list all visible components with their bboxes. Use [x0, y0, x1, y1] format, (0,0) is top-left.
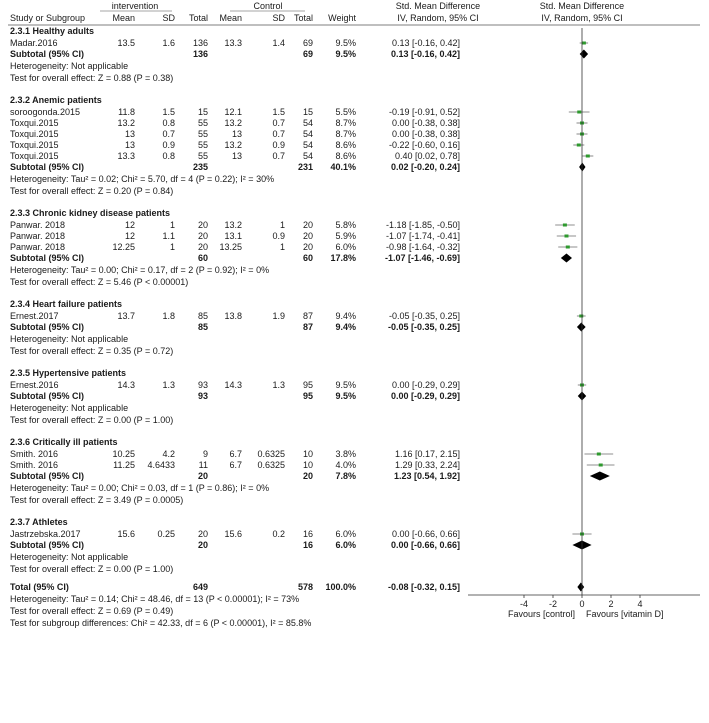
subgroup-title: 2.3.4 Heart failure patients: [10, 299, 123, 309]
header-control-total: Total: [293, 13, 313, 23]
subtotal-total-intervention: 20: [197, 471, 208, 481]
subtotal-weight: 17.8%: [330, 253, 356, 263]
study-effect-ci: -0.98 [-1.64, -0.32]: [385, 242, 460, 252]
header-effect-title: Std. Mean Difference: [395, 1, 481, 11]
study-effect-ci: 0.00 [-0.29, 0.29]: [391, 380, 460, 390]
study-point-estimate: [582, 42, 586, 45]
overall-effect-test: Test for overall effect: Z = 0.20 (P = 0.84): [10, 186, 174, 196]
study-total-control: 10: [302, 460, 313, 470]
study-total-control: 16: [302, 529, 313, 539]
study-weight: 9.4%: [335, 311, 356, 321]
study-mean-intervention: 13: [124, 140, 135, 150]
study-mean-control: 12.1: [224, 107, 242, 117]
study-sd-intervention: 4.2: [162, 449, 175, 459]
study-total-intervention: 93: [197, 380, 208, 390]
subtotal-total-intervention: 85: [197, 322, 208, 332]
study-weight: 8.7%: [335, 118, 356, 128]
study-effect-ci: -0.05 [-0.35, 0.25]: [388, 311, 460, 321]
study-name: Panwar. 2018: [10, 242, 66, 252]
header-weight: Weight: [328, 13, 356, 23]
subgroup-title: 2.3.5 Hypertensive patients: [10, 368, 127, 378]
study-total-intervention: 20: [197, 242, 208, 252]
subtotal-effect-ci: 1.23 [0.54, 1.92]: [393, 471, 460, 481]
study-weight: 8.7%: [335, 129, 356, 139]
study-mean-intervention: 11.8: [118, 107, 135, 117]
x-axis-tick-label: -2: [548, 599, 558, 609]
study-total-control: 54: [302, 140, 313, 150]
study-sd-intervention: 0.9: [162, 140, 175, 150]
subtotal-effect-ci: -1.07 [-1.46, -0.69]: [384, 253, 460, 263]
subtotal-effect-ci: 0.02 [-0.20, 0.24]: [390, 162, 460, 172]
study-mean-intervention: 13.7: [117, 311, 135, 321]
subtotal-diamond: [577, 323, 586, 332]
x-axis-tick-label: 4: [637, 599, 643, 609]
plot-area: [468, 28, 700, 619]
subtotal-total-control: 231: [297, 162, 313, 172]
study-mean-intervention: 10.25: [112, 449, 135, 459]
study-effect-ci: 0.00 [-0.38, 0.38]: [391, 129, 460, 139]
study-total-intervention: 20: [197, 231, 208, 241]
header-intervention-group: intervention: [111, 1, 159, 11]
study-name: Panwar. 2018: [10, 220, 66, 230]
study-weight: 4.0%: [335, 460, 356, 470]
header-plot-title: Std. Mean Difference: [539, 1, 625, 11]
study-sd-control: 0.6325: [257, 449, 285, 459]
header-plot-method: IV, Random, 95% CI: [541, 13, 623, 23]
study-name: Toxqui.2015: [10, 118, 59, 128]
subtotal-effect-ci: 0.00 [-0.66, 0.66]: [390, 540, 460, 550]
study-name: Ernest.2016: [10, 380, 59, 390]
study-mean-intervention: 13: [124, 129, 135, 139]
study-effect-ci: -0.19 [-0.91, 0.52]: [388, 107, 460, 117]
study-effect-ci: 1.16 [0.17, 2.15]: [394, 449, 460, 459]
study-sd-intervention: 1.8: [162, 311, 175, 321]
study-point-estimate: [586, 155, 590, 158]
subgroup-title: 2.3.6 Critically ill patients: [10, 437, 118, 447]
subtotal-total-control: 60: [302, 253, 313, 263]
study-mean-intervention: 13.5: [117, 38, 135, 48]
study-weight: 9.5%: [335, 38, 356, 48]
subtotal-label: Subtotal (95% CI): [10, 322, 85, 332]
study-mean-intervention: 13.2: [117, 118, 135, 128]
study-mean-intervention: 12.25: [112, 242, 135, 252]
heterogeneity-stat: Heterogeneity: Not applicable: [10, 403, 129, 413]
overall-effect-test: Test for overall effect: Z = 5.46 (P < 0.00001): [10, 277, 189, 287]
total-effect-ci: -0.08 [-0.32, 0.15]: [387, 582, 460, 592]
subtotal-total-intervention: 20: [197, 540, 208, 550]
header-intervention-total: Total: [188, 13, 208, 23]
study-total-intervention: 55: [197, 151, 208, 161]
total-total-intervention: 649: [192, 582, 208, 592]
study-mean-control: 13.1: [224, 231, 242, 241]
study-total-intervention: 20: [197, 529, 208, 539]
subtotal-effect-ci: 0.13 [-0.16, 0.42]: [390, 49, 460, 59]
subtotal-total-control: 69: [302, 49, 313, 59]
header-control-sd: SD: [272, 13, 285, 23]
study-effect-ci: 0.00 [-0.66, 0.66]: [391, 529, 460, 539]
subtotal-label: Subtotal (95% CI): [10, 540, 85, 550]
total-total-control: 578: [297, 582, 313, 592]
favours-left-label: Favours [control]: [507, 609, 575, 619]
study-point-estimate: [563, 224, 567, 227]
subgroup-differences-test: Test for subgroup differences: Chi² = 42.33, df = 6 (P < 0.00001), I² = 85.8%: [10, 618, 312, 628]
study-total-intervention: 55: [197, 140, 208, 150]
study-sd-control: 0.2: [272, 529, 285, 539]
heterogeneity-stat: Heterogeneity: Not applicable: [10, 552, 129, 562]
total-diamond: [577, 583, 584, 592]
study-total-intervention: 55: [197, 129, 208, 139]
study-point-estimate: [597, 453, 601, 456]
study-mean-intervention: 11.25: [113, 460, 135, 470]
study-weight: 8.6%: [335, 140, 356, 150]
study-sd-intervention: 1.5: [162, 107, 175, 117]
subtotal-label: Subtotal (95% CI): [10, 253, 85, 263]
study-mean-intervention: 12: [124, 231, 135, 241]
study-name: Smith. 2016: [10, 460, 59, 470]
x-axis-tick-label: 2: [608, 599, 614, 609]
study-mean-control: 14.3: [224, 380, 242, 390]
heterogeneity-stat: Heterogeneity: Tau² = 0.00; Chi² = 0.03, df = 1 (P = 0.86); I² = 0%: [10, 483, 270, 493]
study-mean-intervention: 15.6: [117, 529, 135, 539]
study-effect-ci: 0.13 [-0.16, 0.42]: [391, 38, 460, 48]
study-sd-intervention: 0.25: [157, 529, 175, 539]
study-weight: 6.0%: [335, 529, 356, 539]
study-sd-control: 1: [279, 242, 285, 252]
study-point-estimate: [564, 235, 568, 238]
study-mean-control: 13.2: [224, 140, 242, 150]
study-mean-control: 13: [231, 129, 242, 139]
subgroup-title: 2.3.7 Athletes: [10, 517, 68, 527]
study-weight: 5.8%: [335, 220, 356, 230]
study-total-control: 87: [302, 311, 313, 321]
overall-effect-test: Test for overall effect: Z = 0.00 (P = 1.00): [10, 415, 174, 425]
subtotal-total-control: 95: [302, 391, 313, 401]
study-total-intervention: 11: [198, 460, 208, 470]
subtotal-label: Subtotal (95% CI): [10, 391, 85, 401]
study-sd-intervention: 0.7: [162, 129, 175, 139]
overall-effect-test: Test for overall effect: Z = 0.88 (P = 0.38): [10, 73, 174, 83]
study-point-estimate: [599, 464, 603, 467]
study-name: Smith. 2016: [10, 449, 59, 459]
study-sd-intervention: 1: [169, 220, 175, 230]
overall-effect-test: Test for overall effect: Z = 0.00 (P = 1.00): [10, 564, 174, 574]
study-name: Madar.2016: [10, 38, 58, 48]
study-mean-intervention: 14.3: [117, 380, 135, 390]
study-total-intervention: 15: [197, 107, 208, 117]
subtotal-diamond: [590, 472, 610, 481]
study-name: Toxqui.2015: [10, 140, 59, 150]
subtotal-effect-ci: 0.00 [-0.29, 0.29]: [390, 391, 460, 401]
study-effect-ci: -1.18 [-1.85, -0.50]: [385, 220, 460, 230]
study-mean-control: 6.7: [229, 460, 242, 470]
heterogeneity-stat: Heterogeneity: Tau² = 0.02; Chi² = 5.70, df = 4 (P = 0.22); I² = 30%: [10, 174, 275, 184]
study-total-control: 15: [302, 107, 313, 117]
study-point-estimate: [577, 111, 581, 114]
subtotal-weight: 9.5%: [335, 391, 356, 401]
study-sd-intervention: 1.3: [162, 380, 175, 390]
heterogeneity-stat: Heterogeneity: Not applicable: [10, 61, 129, 71]
study-effect-ci: 1.29 [0.33, 2.24]: [394, 460, 460, 470]
subtotal-total-control: 20: [302, 471, 313, 481]
subtotal-total-intervention: 93: [197, 391, 208, 401]
total-heterogeneity: Heterogeneity: Tau² = 0.14; Chi² = 48.46, df = 13 (P < 0.00001); I² = 73%: [10, 594, 300, 604]
subtotal-total-intervention: 136: [192, 49, 208, 59]
study-sd-control: 0.7: [272, 151, 285, 161]
study-name: Toxqui.2015: [10, 151, 59, 161]
study-sd-control: 1.4: [272, 38, 285, 48]
study-name: Panwar. 2018: [10, 231, 66, 241]
study-point-estimate: [579, 315, 583, 318]
study-total-intervention: 85: [197, 311, 208, 321]
study-total-control: 20: [302, 220, 313, 230]
x-axis-tick-label: -4: [519, 599, 529, 609]
study-weight: 8.6%: [335, 151, 356, 161]
overall-effect-test: Test for overall effect: Z = 0.35 (P = 0.72): [10, 346, 174, 356]
subtotal-label: Subtotal (95% CI): [10, 49, 85, 59]
study-total-control: 10: [302, 449, 313, 459]
subtotal-label: Subtotal (95% CI): [10, 162, 85, 172]
study-sd-control: 1.5: [272, 107, 285, 117]
study-mean-control: 13.3: [224, 38, 242, 48]
subtotal-total-control: 16: [302, 540, 313, 550]
table-rows: [10, 26, 460, 628]
heterogeneity-stat: Heterogeneity: Not applicable: [10, 334, 129, 344]
subtotal-label: Subtotal (95% CI): [10, 471, 85, 481]
header-intervention-mean: Mean: [112, 13, 135, 23]
study-sd-control: 0.6325: [257, 460, 285, 470]
study-sd-intervention: 1.6: [162, 38, 175, 48]
study-mean-control: 13.2: [224, 220, 242, 230]
study-mean-control: 6.7: [229, 449, 242, 459]
study-sd-intervention: 0.8: [162, 118, 175, 128]
study-mean-control: 13: [231, 151, 242, 161]
study-total-control: 20: [302, 242, 313, 252]
study-total-control: 95: [302, 380, 313, 390]
study-sd-intervention: 4.6433: [147, 460, 175, 470]
study-total-control: 54: [302, 118, 313, 128]
subtotal-weight: 6.0%: [335, 540, 356, 550]
study-point-estimate: [577, 144, 581, 147]
study-effect-ci: -0.22 [-0.60, 0.16]: [388, 140, 460, 150]
subtotal-total-control: 87: [302, 322, 313, 332]
subtotal-total-intervention: 60: [197, 253, 208, 263]
study-mean-control: 13.25: [219, 242, 242, 252]
total-weight: 100.0%: [325, 582, 356, 592]
study-mean-control: 13.2: [224, 118, 242, 128]
study-sd-control: 1.3: [272, 380, 285, 390]
study-total-intervention: 55: [197, 118, 208, 128]
study-effect-ci: -1.07 [-1.74, -0.41]: [385, 231, 460, 241]
study-point-estimate: [566, 246, 570, 249]
study-mean-intervention: 12: [124, 220, 135, 230]
header-control-mean: Mean: [219, 13, 242, 23]
subtotal-weight: 9.4%: [335, 322, 356, 332]
study-total-intervention: 20: [197, 220, 208, 230]
study-sd-control: 0.7: [272, 129, 285, 139]
subtotal-total-intervention: 235: [192, 162, 208, 172]
study-weight: 6.0%: [335, 242, 356, 252]
header-control-group: Control: [253, 1, 283, 11]
study-weight: 5.9%: [335, 231, 356, 241]
subtotal-weight: 7.8%: [335, 471, 356, 481]
study-sd-intervention: 1: [169, 242, 175, 252]
study-total-control: 54: [302, 129, 313, 139]
study-total-intervention: 136: [192, 38, 208, 48]
study-sd-control: 0.9: [272, 231, 285, 241]
study-sd-intervention: 0.8: [162, 151, 175, 161]
study-mean-intervention: 13.3: [117, 151, 135, 161]
study-sd-control: 1: [279, 220, 285, 230]
study-weight: 9.5%: [335, 380, 356, 390]
study-effect-ci: 0.00 [-0.38, 0.38]: [391, 118, 460, 128]
subgroup-title: 2.3.1 Healthy adults: [10, 26, 95, 36]
subtotal-diamond: [580, 50, 588, 59]
study-effect-ci: 0.40 [0.02, 0.78]: [394, 151, 460, 161]
study-name: Ernest.2017: [10, 311, 59, 321]
total-label: Total (95% CI): [10, 582, 69, 592]
favours-right-label: Favours [vitamin D]: [586, 609, 664, 619]
study-total-intervention: 9: [202, 449, 208, 459]
study-mean-control: 15.6: [224, 529, 242, 539]
header-effect-method: IV, Random, 95% CI: [397, 13, 479, 23]
study-sd-control: 1.9: [272, 311, 285, 321]
study-total-control: 69: [302, 38, 313, 48]
study-name: Toxqui.2015: [10, 129, 59, 139]
overall-effect-test: Test for overall effect: Z = 3.49 (P = 0.0005): [10, 495, 184, 505]
subgroup-title: 2.3.3 Chronic kidney disease patients: [10, 208, 171, 218]
study-weight: 5.5%: [335, 107, 356, 117]
study-name: Jastrzebska.2017: [10, 529, 81, 539]
subgroup-title: 2.3.2 Anemic patients: [10, 95, 102, 105]
study-total-control: 20: [302, 231, 313, 241]
study-sd-intervention: 1.1: [162, 231, 175, 241]
study-sd-control: 0.7: [272, 118, 285, 128]
study-name: soroogonda.2015: [10, 107, 81, 117]
header-intervention-sd: SD: [162, 13, 175, 23]
subtotal-weight: 9.5%: [335, 49, 356, 59]
header-study: Study or Subgroup: [10, 13, 86, 23]
study-weight: 3.8%: [335, 449, 356, 459]
study-sd-control: 0.9: [272, 140, 285, 150]
subtotal-diamond: [561, 254, 572, 263]
heterogeneity-stat: Heterogeneity: Tau² = 0.00; Chi² = 0.17, df = 2 (P = 0.92); I² = 0%: [10, 265, 270, 275]
study-mean-control: 13.8: [224, 311, 242, 321]
study-total-control: 54: [302, 151, 313, 161]
x-axis-tick-label: 0: [579, 599, 585, 609]
subtotal-effect-ci: -0.05 [-0.35, 0.25]: [387, 322, 460, 332]
total-overall-effect: Test for overall effect: Z = 0.69 (P = 0.49): [10, 606, 174, 616]
subtotal-weight: 40.1%: [330, 162, 356, 172]
